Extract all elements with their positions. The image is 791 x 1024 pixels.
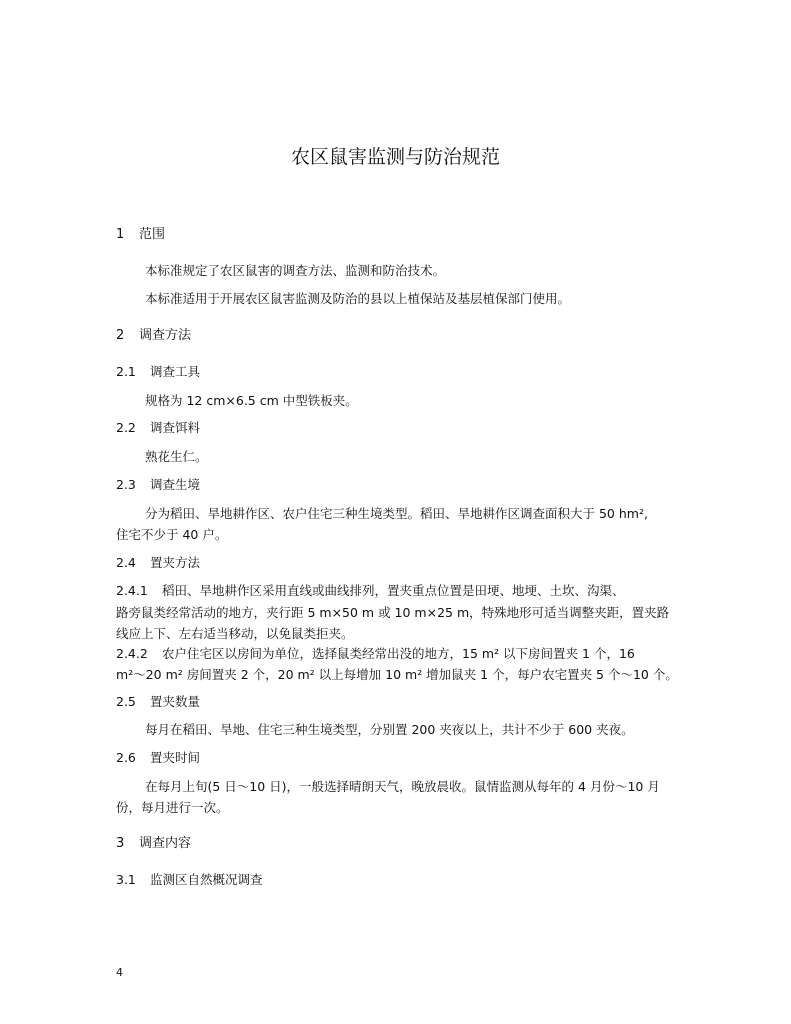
section-2-4-2-line-1 bbox=[116, 646, 635, 661]
section-number: 2.4.2 bbox=[116, 646, 148, 661]
section-2-4-2-line-2: m²～20 m² 房间置夹 2 个，20 m² 以上每增加 10 m² 增加鼠夹 1 个，每户农宅置夹 5 个～10 个。 bbox=[116, 667, 678, 682]
section-number: 2.1 bbox=[116, 364, 136, 379]
section-title: 调查饵料 bbox=[150, 420, 201, 435]
section-title: 置夹数量 bbox=[150, 694, 201, 709]
section-text: 稻田、旱地耕作区采用直线或曲线排列，置夹重点位置是田埂、地埂、土坎、沟渠、 bbox=[162, 583, 625, 598]
section-title: 调查工具 bbox=[150, 364, 201, 379]
page-number: 4 bbox=[116, 966, 123, 979]
section-title: 调查生境 bbox=[150, 477, 201, 492]
section-number: 1 bbox=[116, 227, 125, 242]
section-2-5-text: 每月在稻田、旱地、住宅三种生境类型，分别置 200 夹夜以上，共计不少于 600 夹夜。 bbox=[145, 722, 634, 737]
section-number: 2 bbox=[116, 328, 125, 343]
section-2-1-text: 规格为 12 cm×6.5 cm 中型铁板夹。 bbox=[145, 393, 358, 408]
section-text: 农户住宅区以房间为单位，选择鼠类经常出没的地方，15 m² 以下房间置夹 1 个，16 bbox=[162, 646, 635, 661]
scope-paragraph-1: 本标准规定了农区鼠害的调查方法、监测和防治技术。 bbox=[145, 263, 446, 278]
scope-paragraph-2: 本标准适用于开展农区鼠害监测及防治的县以上植保站及基层植保部门使用。 bbox=[145, 291, 571, 306]
section-2-3-heading bbox=[116, 477, 200, 492]
section-number: 2.2 bbox=[116, 420, 136, 435]
document-title: 农区鼠害监测与防治规范 bbox=[290, 146, 500, 168]
section-2-6-line-2: 份，每月进行一次。 bbox=[116, 800, 229, 815]
section-2-6-line-1: 在每月上旬(5 日～10 日)，一般选择晴朗天气，晚放晨收。鼠情监测从每年的 4 月份～10 月 bbox=[145, 779, 660, 794]
section-2-1-heading bbox=[116, 364, 200, 379]
section-number: 2.3 bbox=[116, 477, 136, 492]
section-2-4-heading bbox=[116, 555, 200, 570]
section-title: 调查方法 bbox=[139, 328, 192, 343]
section-number: 3.1 bbox=[116, 872, 136, 887]
section-2-4-1-line-3: 线应上下、左右适当移动，以免鼠类拒夹。 bbox=[116, 626, 354, 641]
section-3-heading bbox=[116, 836, 191, 852]
section-2-3-line-1: 分为稻田、旱地耕作区、农户住宅三种生境类型。稻田、旱地耕作区调查面积大于 50 hm², bbox=[145, 506, 648, 521]
section-title: 调查内容 bbox=[139, 836, 192, 851]
section-title: 置夹时间 bbox=[150, 750, 201, 765]
section-title: 置夹方法 bbox=[150, 555, 201, 570]
section-number: 2.4.1 bbox=[116, 583, 148, 598]
section-title: 范围 bbox=[139, 227, 166, 242]
section-2-4-1-line-1 bbox=[116, 583, 625, 598]
section-number: 3 bbox=[116, 836, 125, 851]
section-2-4-1-line-2: 路旁鼠类经常活动的地方，夹行距 5 m×50 m 或 10 m×25 m，特殊地形可适当调整夹距，置夹路 bbox=[116, 605, 670, 620]
section-2-5-heading bbox=[116, 694, 200, 709]
section-2-heading bbox=[116, 328, 191, 344]
section-2-2-heading bbox=[116, 420, 200, 435]
section-2-2-text: 熟花生仁。 bbox=[145, 449, 208, 464]
section-2-6-heading bbox=[116, 750, 200, 765]
section-2-3-line-2: 住宅不少于 40 户。 bbox=[116, 527, 228, 542]
section-number: 2.6 bbox=[116, 750, 136, 765]
section-number: 2.5 bbox=[116, 694, 136, 709]
section-3-1-heading bbox=[116, 872, 263, 887]
section-number: 2.4 bbox=[116, 555, 136, 570]
section-1-heading bbox=[116, 227, 165, 243]
section-title: 监测区自然概况调查 bbox=[150, 872, 263, 887]
